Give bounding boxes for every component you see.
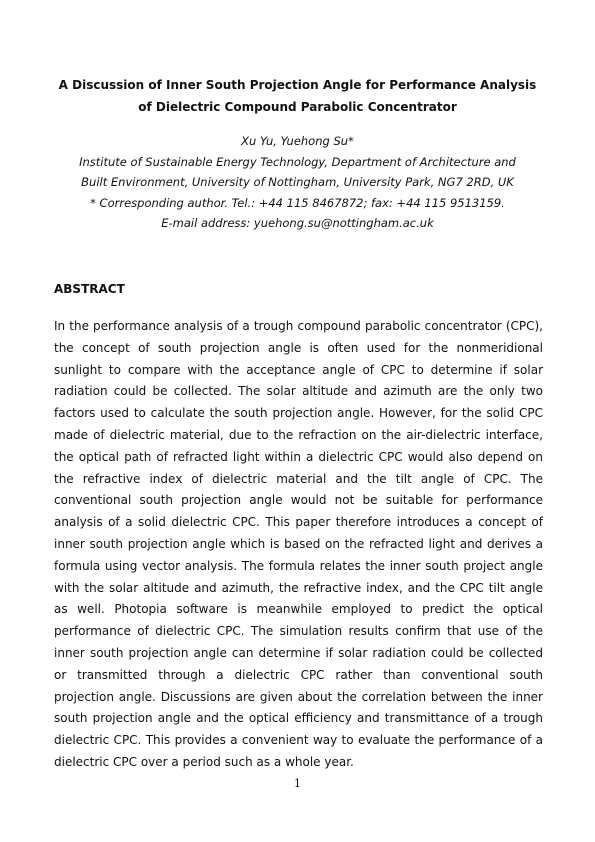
affiliation-line-1: Institute of Sustainable Energy Technology, Department of Architecture and bbox=[79, 154, 516, 169]
abstract-line: projection angle. Discussions are given about the correlation between the inner bbox=[54, 689, 543, 704]
abstract-line: inner south projection angle can determine if solar radiation could be collected bbox=[54, 645, 543, 660]
abstract-line: the concept of south projection angle is often used for the nonmeridional bbox=[54, 340, 543, 355]
corresponding-author-line: * Corresponding author. Tel.: +44 115 8467872; fax: +44 115 9513159. bbox=[90, 195, 505, 210]
abstract-line: with the solar altitude and azimuth, the refractive index, and the CPC tilt angle bbox=[54, 580, 543, 595]
author-names: Xu Yu, Yuehong Su* bbox=[241, 134, 354, 148]
abstract-line: radiation could be collected. The solar altitude and azimuth are the only two bbox=[54, 384, 543, 399]
abstract-heading: ABSTRACT bbox=[54, 282, 125, 296]
title-line-1: A Discussion of Inner South Projection Angle for Performance Analysis bbox=[58, 78, 537, 92]
abstract-line: performance of dielectric CPC. The simulation results confirm that use of the bbox=[54, 624, 543, 639]
abstract-line: made of dielectric material, due to the refraction on the air-dielectric interface, bbox=[54, 427, 543, 442]
abstract-line: analysis of a solid dielectric CPC. This paper therefore introduces a concept of bbox=[54, 515, 543, 530]
affiliation-line-2: Built Environment, University of Nottingham, University Park, NG7 2RD, UK bbox=[81, 175, 514, 189]
title-line-2: of Dielectric Compound Parabolic Concentrator bbox=[138, 100, 457, 114]
abstract-line: sunlight to compare with the acceptance angle of CPC to determine if solar bbox=[54, 362, 543, 377]
abstract-line: In the performance analysis of a trough compound parabolic concentrator (CPC), bbox=[54, 319, 543, 333]
abstract-line: inner south projection angle which is based on the refracted light and derives a bbox=[54, 536, 543, 551]
abstract-line: dielectric CPC over a period such as a whole year. bbox=[54, 754, 354, 769]
page-number: 1 bbox=[294, 777, 301, 790]
abstract-line: factors used to calculate the south projection angle. However, for the solid CPC bbox=[54, 406, 543, 421]
author-block bbox=[40, 131, 555, 234]
abstract-line: formula using vector analysis. The formula relates the inner south project angle bbox=[54, 558, 543, 573]
abstract-line: the optical path of refracted light within a dielectric CPC would also depend on bbox=[54, 449, 543, 464]
paper-title bbox=[40, 74, 555, 118]
abstract-line: the refractive index of dielectric material and the tilt angle of CPC. The bbox=[54, 471, 543, 486]
abstract-line: south projection angle and the optical efficiency and transmittance of a trough bbox=[54, 711, 543, 726]
abstract-line: or transmitted through a dielectric CPC rather than conventional south bbox=[54, 667, 543, 682]
abstract-line: as well. Photopia software is meanwhile employed to predict the optical bbox=[54, 602, 543, 617]
email-line: E-mail address: yuehong.su@nottingham.ac.uk bbox=[161, 216, 434, 230]
abstract-line: dielectric CPC. This provides a convenient way to evaluate the performance of a bbox=[54, 733, 543, 748]
abstract-body bbox=[54, 316, 543, 774]
abstract-line: conventional south projection angle would not be suitable for performance bbox=[54, 493, 543, 508]
